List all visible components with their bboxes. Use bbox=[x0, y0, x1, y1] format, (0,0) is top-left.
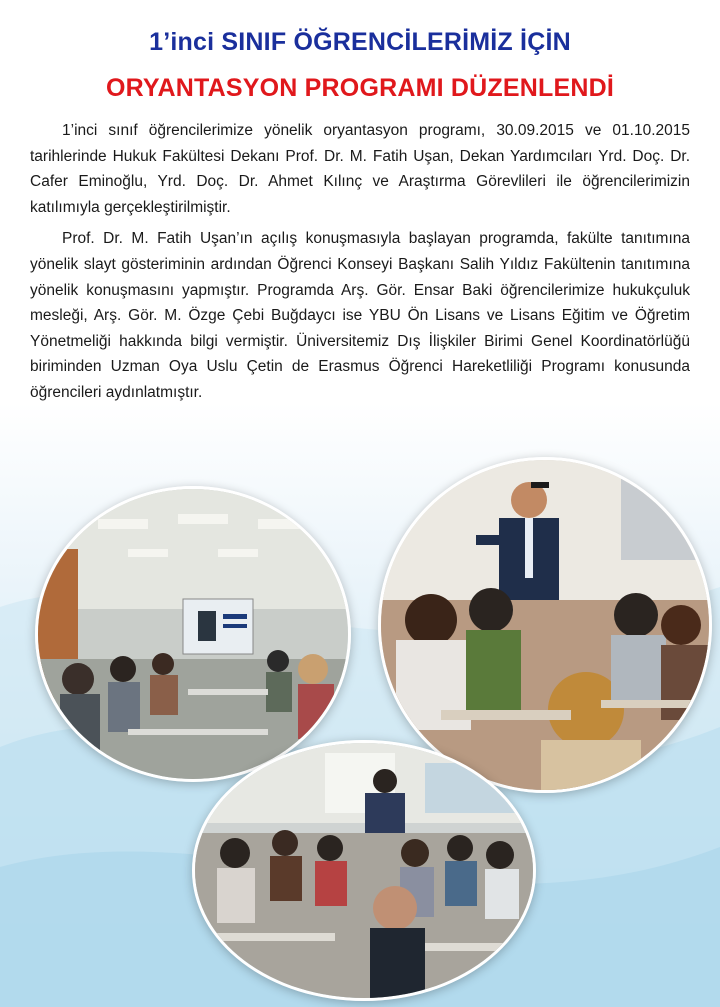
photo-classroom-students bbox=[192, 740, 536, 1001]
paragraph-1: 1’inci sınıf öğrencilerimize yönelik oryantasyon programı, 30.09.2015 ve 01.10.2015 tarihlerinde Hukuk Fakültesi Dekanı Prof. Dr. M. Fatih Uşan, Dekan Yardımcıları Yrd. Doç. Dr. Cafer Eminoğlu, Yrd. Doç. Dr. Ahmet Kılınç ve Araştırma Görevlileri ile öğrencilerimizin katılımıyla gerçekleştirilmiştir. bbox=[30, 122, 690, 216]
heading-line-1: 1’inci SINIF ÖĞRENCİLERİMİZ İÇİN bbox=[149, 28, 571, 56]
photo-speaker-with-students bbox=[378, 457, 712, 793]
paragraph-2: Prof. Dr. M. Fatih Uşan’ın açılış konuşmasıyla başlayan programda, fakülte tanıtımına yönelik slayt gösteriminin ardından Öğrenci Konseyi Başkanı Salih Yıldız Fakültenin tanıtımına yönelik konuşmasını yapmıştır. Programda Arş. Gör. Ensar Baki öğrencilerimize hukukçuluk mesleği, Arş. Gör. M. Özge Çebi Buğdaycı ise YBU Ön Lisans ve Lisans Eğitim ve Öğretim Yönetmeliği hakkında bilgi vermiştir. Üniversitemiz Dış İlişkiler Birimi Genel Koordinatörlüğü biriminden Uzman Oya Uslu Çetin de Erasmus Öğrenci Hareketliliği Programı konusunda öğrencileri aydınlatmıştır. bbox=[30, 230, 690, 401]
heading-line-2: ORYANTASYON PROGRAMI DÜZENLENDİ bbox=[105, 74, 615, 102]
photo-lecture-hall-projection bbox=[35, 486, 351, 782]
article-body bbox=[30, 118, 690, 412]
